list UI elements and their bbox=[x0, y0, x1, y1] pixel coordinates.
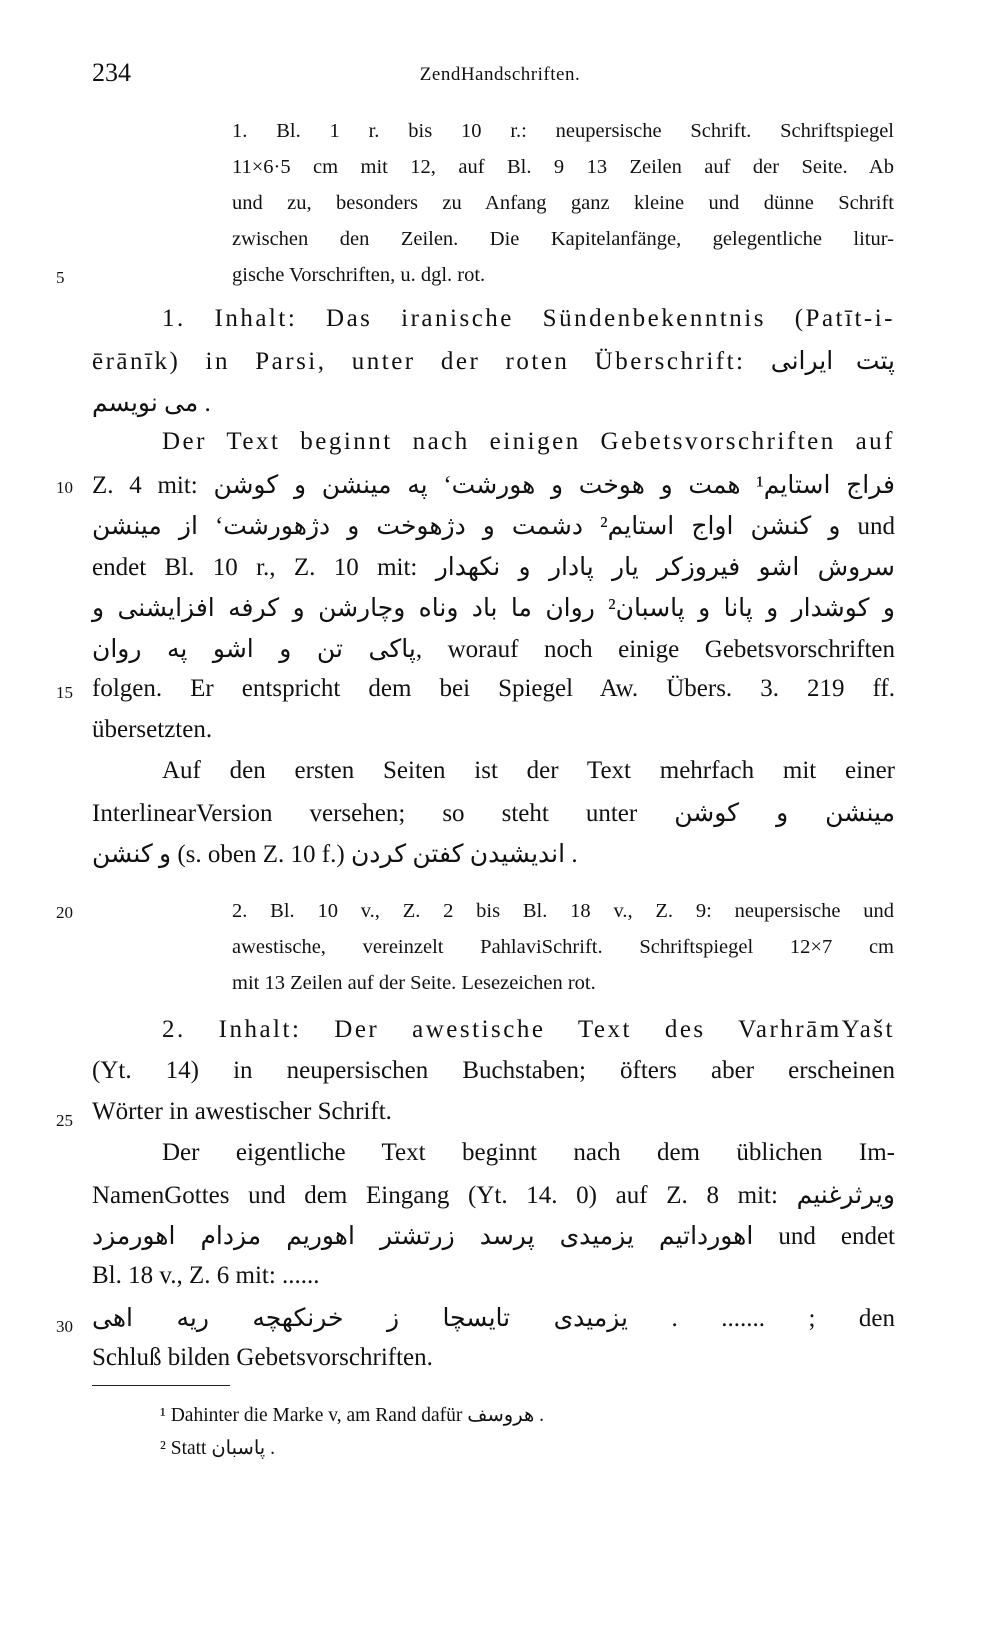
line-number: 25 bbox=[56, 1111, 73, 1130]
sec1-body-line: Auf den ersten Seiten ist der Text mehrfach mit einer bbox=[162, 757, 895, 784]
sec2-body-line: NamenGottes und dem Eingang (Yt. 14. 0) auf Z. 8 mit: ویرثرغنیم bbox=[92, 1182, 895, 1209]
line-number: 30 bbox=[56, 1317, 73, 1336]
sec2-desc-line: awestische, vereinzelt PahlaviSchrift. Schriftspiegel 12×7 cm bbox=[232, 936, 894, 958]
sec2-desc-line: 2. Bl. 10 v., Z. 2 bis Bl. 18 v., Z. 9: neupersische und bbox=[232, 900, 894, 922]
sec1-body-line: 1. Inhalt: Das iranische Sündenbekenntnis (Patīt-i- bbox=[162, 305, 895, 332]
sec2-body-line: یزمیدی تایسچا ز خرنکهچه ریه اهی . ....... ; den bbox=[92, 1305, 895, 1332]
sec1-desc-line: 1. Bl. 1 r. bis 10 r.: neupersische Schrift. Schriftspiegel bbox=[232, 120, 894, 142]
sec1-desc-line: und zu, besonders zu Anfang ganz kleine und dünne Schrift bbox=[232, 192, 894, 214]
sec1-desc-line: 11×6·5 cm mit 12, auf Bl. 9 13 Zeilen auf der Seite. Ab bbox=[232, 156, 894, 178]
sec2-desc-line: mit 13 Zeilen auf der Seite. Lesezeichen rot. bbox=[232, 972, 596, 994]
footnote-rule bbox=[92, 1385, 230, 1386]
sec1-desc-line: zwischen den Zeilen. Die Kapitelanfänge, gelegentliche litur- bbox=[232, 228, 894, 250]
sec2-body-line: Der eigentliche Text beginnt nach dem üblichen Im- bbox=[162, 1139, 895, 1166]
line-number: 5 bbox=[56, 268, 65, 287]
sec1-body-line: و کنشن (s. oben Z. 10 f.) اندیشیدن کفتن کردن . bbox=[92, 841, 578, 868]
footnote-2: ² Statt پاسبان . bbox=[160, 1438, 275, 1459]
sec1-body-line: endet Bl. 10 r., Z. 10 mit: سروش اشو فیروزکر یار پادار و نکهدار bbox=[92, 554, 895, 581]
sec1-body-line: Der Text beginnt nach einigen Gebetsvorschriften auf bbox=[162, 428, 895, 455]
sec2-body-line: اهورداتیم یزمیدی پرسد زرتشتر اهوریم مزدام اهورمزد und endet bbox=[92, 1223, 895, 1250]
sec1-desc-line: gische Vorschriften, u. dgl. rot. bbox=[232, 264, 486, 286]
sec1-body-line: می نویسم . bbox=[92, 390, 211, 417]
line-number: 20 bbox=[56, 903, 73, 922]
line-number: 10 bbox=[56, 478, 73, 497]
page-number: 234 bbox=[92, 58, 131, 87]
sec2-body-line: Schluß bilden Gebetsvorschriften. bbox=[92, 1344, 433, 1371]
sec2-body-line: Bl. 18 v., Z. 6 mit: ...... bbox=[92, 1262, 320, 1289]
sec2-body-line: (Yt. 14) in neupersischen Buchstaben; öfters aber erscheinen bbox=[92, 1057, 895, 1084]
sec1-body-line: übersetzten. bbox=[92, 716, 213, 743]
sec1-body-line: folgen. Er entspricht dem bei Spiegel Aw. Übers. 3. 219 ff. bbox=[92, 675, 895, 702]
sec1-body-line: InterlinearVersion versehen; so steht unter مینشن و کوشن bbox=[92, 800, 895, 827]
sec1-body-line: پاکی تن و اشو په روان, worauf noch einige Gebetsvorschriften bbox=[92, 636, 895, 663]
sec1-body-line: و کنشن اواج استایم² دشمت و دژهوخت و دژهورشت‘ از مینشن und bbox=[92, 513, 896, 540]
sec1-body-line: و کوشدار و پانا و پاسبان² روان ما باد وناه وچارشن و کرفه افزایشنی و bbox=[92, 595, 895, 622]
sec2-body-line: 2. Inhalt: Der awestische Text des VarhrāmYašt bbox=[162, 1016, 895, 1043]
sec1-body-line: Z. 4 mit: فراج استایم¹ همت و هوخت و هورشت‘ په مینشن و کوشن bbox=[92, 472, 895, 499]
sec2-body-line: Wörter in awestischer Schrift. bbox=[92, 1098, 392, 1125]
line-number: 15 bbox=[56, 683, 73, 702]
running-title: ZendHandschriften. bbox=[419, 64, 581, 85]
footnote-1: ¹ Dahinter die Marke v, am Rand dafür هروسف . bbox=[160, 1405, 545, 1426]
sec1-body-line: ērānīk) in Parsi, unter der roten Überschrift: پتت ایرانی bbox=[92, 348, 895, 375]
